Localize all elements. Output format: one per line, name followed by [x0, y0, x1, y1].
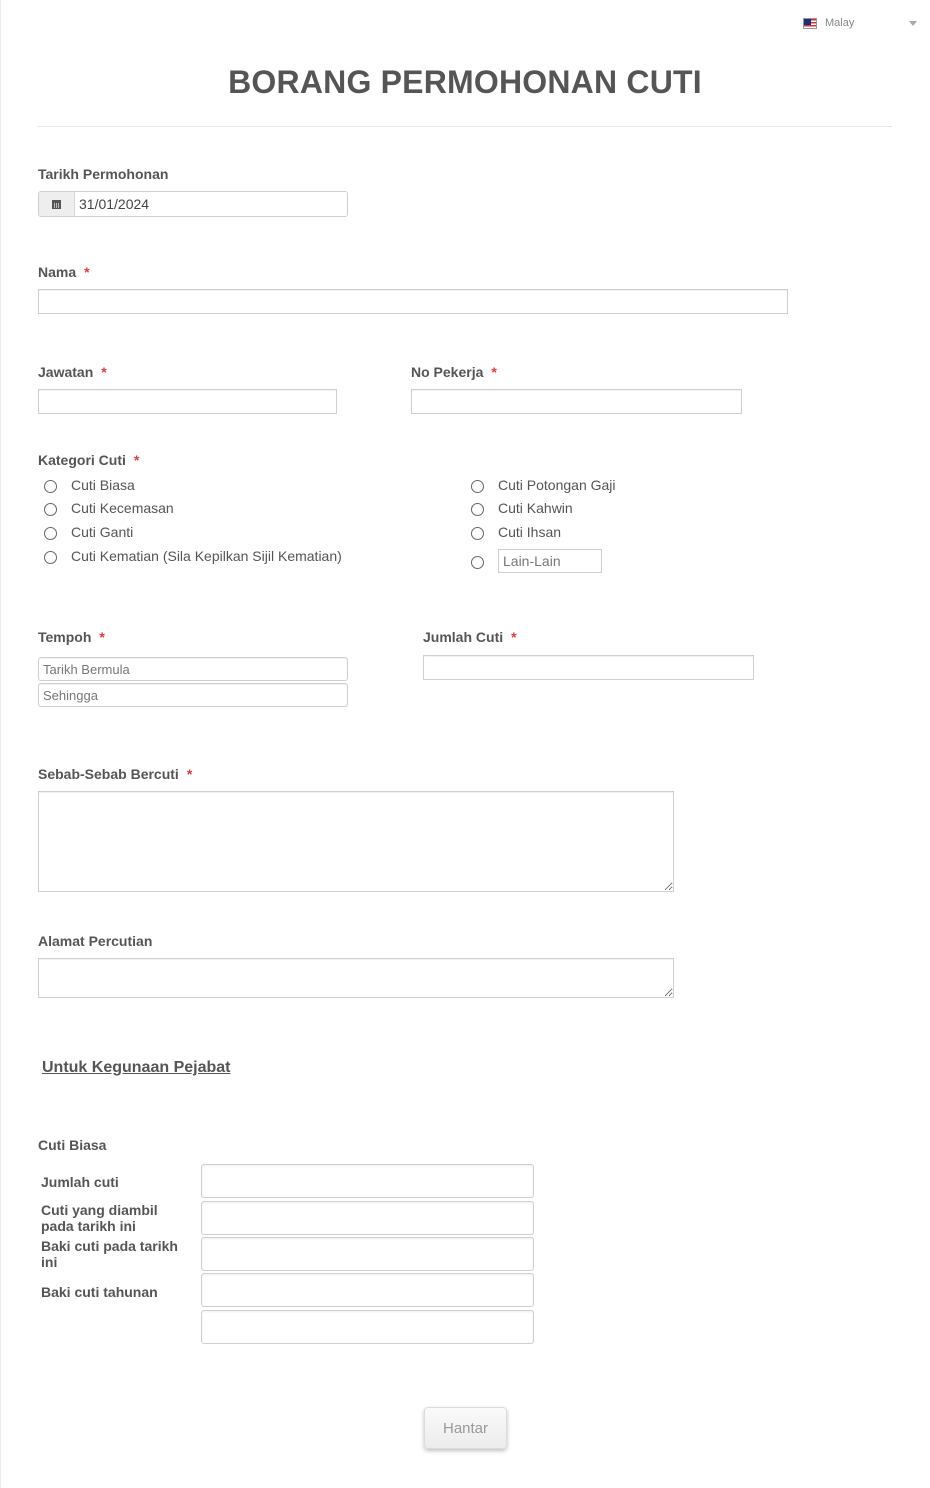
office-leave-taken-input[interactable] [201, 1201, 534, 1235]
calendar-button[interactable] [39, 192, 75, 216]
address-label: Alamat Percutian [38, 933, 153, 949]
name-input[interactable] [38, 289, 788, 314]
language-label: Malay [825, 17, 855, 29]
required-marker: * [84, 264, 90, 280]
position-input[interactable] [38, 389, 337, 414]
required-marker: * [491, 364, 497, 380]
malaysia-flag-icon [803, 18, 817, 29]
start-date-input[interactable] [38, 657, 348, 681]
application-date-field [38, 191, 348, 217]
label-line: Cuti yang diambil [41, 1202, 158, 1218]
radio-cuti-biasa[interactable] [44, 477, 135, 493]
office-annual-balance-input[interactable] [201, 1273, 534, 1307]
radio-cuti-ganti[interactable] [44, 524, 133, 540]
total-leave-label [423, 629, 517, 645]
label-line: Baki cuti pada tarikh [41, 1238, 178, 1254]
label-line: ini [41, 1254, 58, 1270]
office-row-label-taken [41, 1202, 158, 1234]
radio-label: Cuti Kematian (Sila Kepilkan Sijil Kematian) [71, 548, 342, 564]
total-leave-label-text: Jumlah Cuti [423, 629, 504, 645]
period-label [38, 629, 105, 645]
employee-no-input[interactable] [411, 389, 742, 414]
reason-label-text: Sebab-Sebab Bercuti [38, 766, 179, 782]
required-marker: * [133, 452, 140, 468]
application-date-input[interactable] [75, 192, 347, 216]
radio-label: Cuti Kecemasan [71, 500, 174, 516]
radio-button[interactable] [471, 503, 484, 516]
period-label-text: Tempoh [38, 629, 92, 645]
total-leave-input[interactable] [423, 655, 754, 680]
label-line: Jumlah cuti [41, 1174, 119, 1190]
radio-cuti-kecemasan[interactable] [44, 500, 174, 516]
reason-textarea[interactable] [38, 791, 674, 892]
calendar-icon [52, 200, 61, 209]
name-label [38, 264, 90, 280]
radio-label: Cuti Kahwin [498, 500, 573, 516]
address-textarea[interactable] [38, 958, 674, 998]
employee-no-label [411, 364, 497, 380]
office-row-label-total [41, 1174, 119, 1190]
radio-label: Cuti Potongan Gaji [498, 477, 616, 493]
radio-button[interactable] [471, 527, 484, 540]
office-use-heading: Untuk Kegunaan Pejabat [42, 1059, 231, 1076]
employee-no-label-text: No Pekerja [411, 364, 484, 380]
application-date-label: Tarikh Permohonan [38, 166, 169, 182]
position-label-text: Jawatan [38, 364, 94, 380]
radio-label: Cuti Biasa [71, 477, 135, 493]
label-line: Baki cuti tahunan [41, 1284, 158, 1300]
office-use-subheading: Cuti Biasa [38, 1137, 107, 1153]
submit-button[interactable]: Hantar [424, 1407, 507, 1449]
reason-label [38, 766, 192, 782]
office-row-label-annual-balance [41, 1284, 158, 1300]
radio-button[interactable] [471, 556, 484, 569]
position-label [38, 364, 107, 380]
required-marker: * [101, 364, 107, 380]
page-border [0, 0, 1, 1488]
radio-button[interactable] [44, 527, 57, 540]
required-marker: * [99, 629, 105, 645]
chevron-down-icon [909, 21, 917, 26]
radio-label: Cuti Ganti [71, 524, 134, 540]
radio-cuti-kematian[interactable] [44, 548, 342, 564]
radio-label: Cuti Ihsan [498, 524, 562, 540]
office-row-label-balance-to-date [41, 1238, 178, 1270]
language-selector[interactable] [803, 14, 921, 32]
radio-button[interactable] [471, 480, 484, 493]
other-category-input[interactable] [498, 549, 602, 573]
title-divider [38, 126, 892, 127]
radio-cuti-ihsan[interactable] [471, 524, 561, 540]
required-marker: * [511, 629, 517, 645]
radio-button[interactable] [44, 551, 57, 564]
radio-button[interactable] [44, 480, 57, 493]
radio-cuti-kahwin[interactable] [471, 500, 573, 516]
leave-category-label-text: Kategori Cuti [38, 452, 126, 468]
radio-button[interactable] [44, 503, 57, 516]
office-total-leave-input[interactable] [201, 1164, 534, 1198]
label-line: pada tarikh ini [41, 1218, 136, 1234]
end-date-input[interactable] [38, 683, 348, 707]
leave-category-label [38, 452, 139, 468]
office-balance-to-date-input[interactable] [201, 1237, 534, 1271]
office-extra-input[interactable] [201, 1310, 534, 1344]
required-marker: * [186, 766, 193, 782]
radio-lain-lain[interactable] [471, 553, 498, 569]
page-title: BORANG PERMOHONAN CUTI [228, 64, 702, 100]
radio-cuti-potongan-gaji[interactable] [471, 477, 616, 493]
name-label-text: Nama [38, 264, 77, 280]
